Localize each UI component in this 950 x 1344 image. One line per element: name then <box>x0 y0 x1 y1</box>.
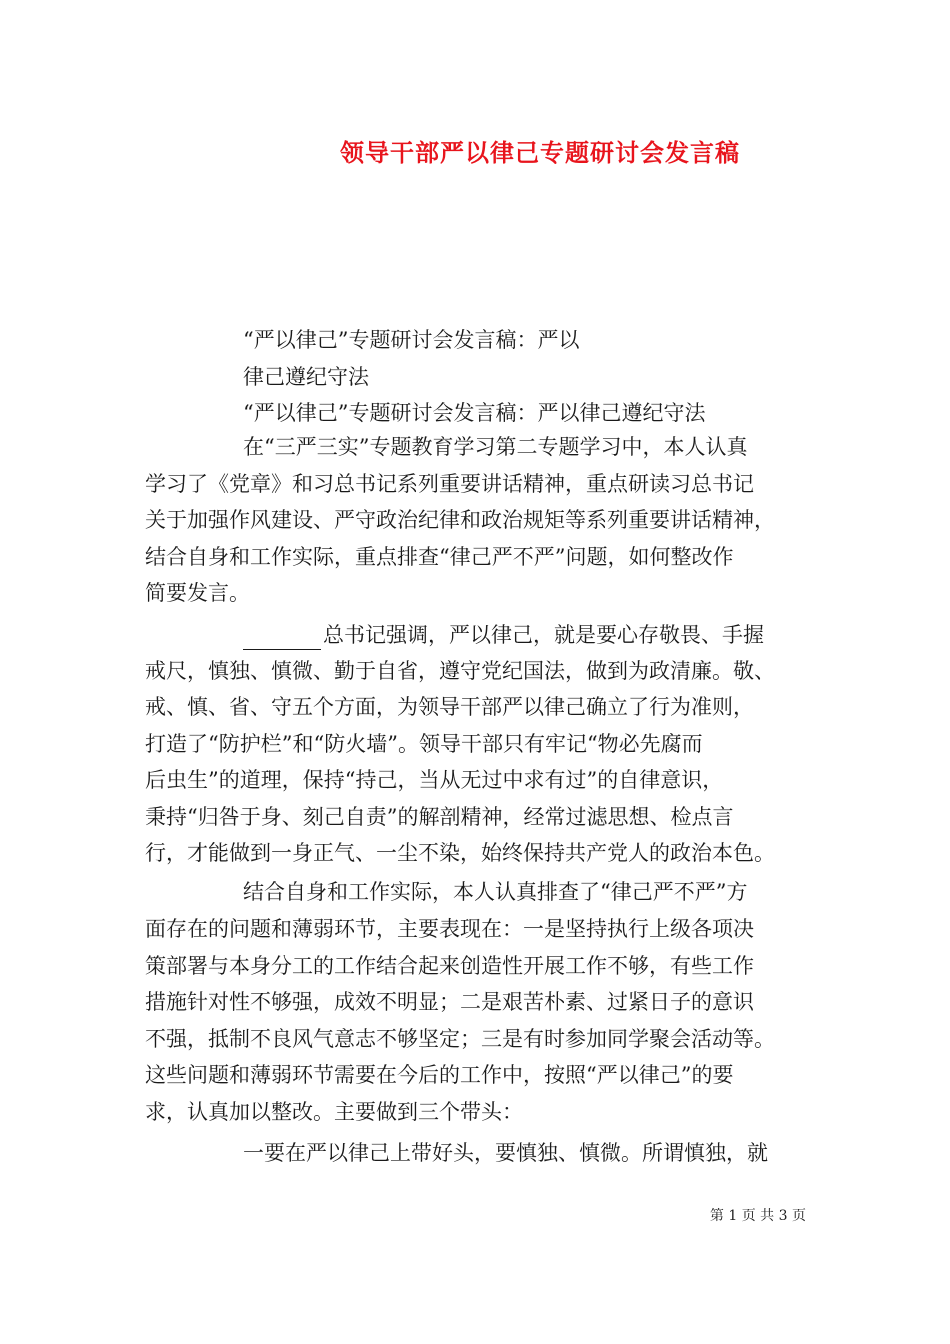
body-line: 关于加强作风建设、严守政治纪律和政治规矩等系列重要讲话精神， <box>145 508 775 532</box>
page-number: 第 1 页 共 3 页 <box>709 1208 806 1224</box>
body-line: 行，才能做到一身正气、一尘不染，始终保持共产党人的政治本色。 <box>145 841 775 865</box>
body-line: 这些问题和薄弱环节需要在今后的工作中，按照“严以律己”的要 <box>145 1063 734 1087</box>
body-line-text: 总书记强调，严以律己，就是要心存敬畏、手握 <box>323 623 764 647</box>
body-line: 结合自身和工作实际，本人认真排查了“律己严不严”方 <box>243 880 748 904</box>
body-line: 求，认真加以整改。主要做到三个带头： <box>145 1100 523 1124</box>
heading-repeat: “严以律己”专题研讨会发言稿：严以律己遵纪守法 <box>243 401 706 425</box>
body-line: 戒、慎、省、守五个方面，为领导干部严以律己确立了行为准则， <box>145 695 754 719</box>
body-line: 学习了《党章》和习总书记系列重要讲话精神，重点研读习总书记 <box>145 472 754 496</box>
body-line: 简要发言。 <box>145 581 250 605</box>
body-line: 打造了“防护栏”和“防火墙”。领导干部只有牢记“物必先腐而 <box>145 732 703 756</box>
body-line-with-blank <box>243 620 764 650</box>
subtitle-line-1: “严以律己”专题研讨会发言稿：严以 <box>243 328 580 352</box>
subtitle-line-2: 律己遵纪守法 <box>243 365 369 389</box>
body-line: 戒尺，慎独、慎微、勤于自省，遵守党纪国法，做到为政清廉。敬、 <box>145 659 775 683</box>
body-line: 后虫生”的道理，保持“持己，当从无过中求有过”的自律意识， <box>145 768 724 792</box>
body-line: 措施针对性不够强，成效不明显；二是艰苦朴素、过紧日子的意识 <box>145 990 754 1014</box>
body-line: 秉持“归咎于身、刻己自责”的解剖精神，经常过滤思想、检点言 <box>145 805 734 829</box>
body-line: 不强，抵制不良风气意志不够坚定；三是有时参加同学聚会活动等。 <box>145 1027 775 1051</box>
body-line: 策部署与本身分工的工作结合起来创造性开展工作不够，有些工作 <box>145 954 754 978</box>
document-title: 领导干部严以律己专题研讨会发言稿 <box>340 138 740 167</box>
blank-underline <box>243 627 321 650</box>
body-line: 一要在严以律己上带好头，要慎独、慎微。所谓慎独，就 <box>243 1141 768 1165</box>
body-line: 在“三严三实”专题教育学习第二专题学习中，本人认真 <box>243 435 748 459</box>
body-line: 结合自身和工作实际，重点排查“律己严不严”问题，如何整改作 <box>145 545 734 569</box>
body-line: 面存在的问题和薄弱环节，主要表现在：一是坚持执行上级各项决 <box>145 917 754 941</box>
